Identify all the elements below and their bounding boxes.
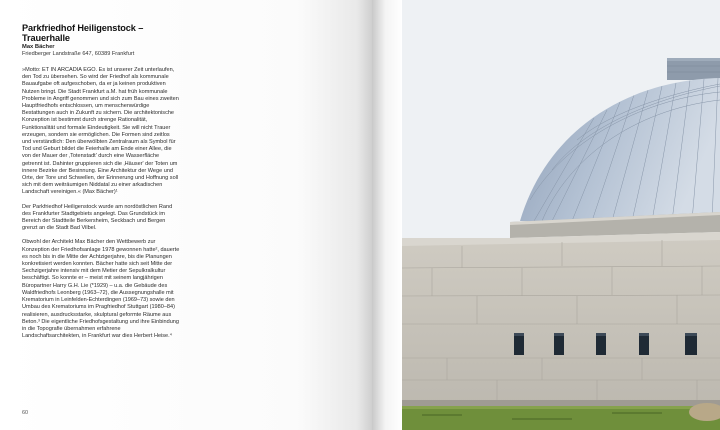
paragraph-history: Obwohl der Architekt Max Bächer den Wettbewerb zur Konzeption der Friedhofsanlage 1978 gewonnen hatte², dauerte es noch bis in die Mitte der Achtzigerjahre, bis die Planungen konkretisiert werden konnten. Bächer hatte sich seit Mitte der Sechzigerjahre intensiv mit dem Metier der Sepulkralkultur beschäftigt. So konnte er – meist mit seinem langjährigen Büropartner Harry G.H. Lie (*1929) – u.a. die Gebäude des Waldfriedhofs Leonberg (1963–72), die Aussegnungshalle mit Krematorium in Leinfelden-Echterdingen (1969–73) sowie den Umbau des Krematoriums im Pragfriedhof Stuttgart (1980–84) realisieren, ausdrucksstarke, skulptural geformte Räume aus Beton.³ Die eigentliche Friedhofsgestaltung und ihre Einbindung in die Topografie übernahmen erfahrene Landschaftsarchitekten, in Frankfurt war dies Herbert Heise.⁴ bbox=[22, 239, 180, 340]
text-column bbox=[22, 23, 180, 347]
window bbox=[685, 333, 697, 355]
window bbox=[554, 333, 564, 355]
wall-base bbox=[402, 400, 720, 406]
building-photo bbox=[402, 0, 720, 430]
right-page-photo bbox=[402, 0, 720, 430]
page-number: 60 bbox=[22, 410, 29, 416]
title-line-2: Trauerhalle bbox=[22, 33, 70, 43]
concrete-wall bbox=[402, 238, 720, 404]
book-gutter bbox=[372, 0, 402, 430]
paragraph-quote: »Motto: ET IN ARCADIA EGO. Es ist unserer Zeit unterlaufen, den Tod zu übersehen. So wird der Friedhof als kommunale Bauaufgabe oft aufgeschoben, da er ja keinen produktiven Nutzen bringt. Die Stadt Frankfurt a.M. hat früh kommunale Probleme in Angriff genommen und sich zum Bau eines zweiten Hauptfriedhofs entschlossen, um menschenwürdige Bestattungen auch in Zukunft zu sichern. Die architektonische Konzeption ist bestimmt durch strenge Rationalität, Funktionalität und formale Eindeutigkeit. Sie will nicht Trauer erzeugen, sondern sie ermöglichen. Die Formen sind zeitlos und verständlich: Den überwölbten Zentralraum als Symbol für Tod und Geburt bildet die Feierhalle am Ende einer Allee, die von der Mauer der ‚Totenstadt' durch eine Wasserfläche getrennt ist. Dahinter gruppieren sich die ‚Häuser' der Toten um innere Bezirke der Besinnung. Eine Architektur der Wege und Orte, der Tore und Schwellen, der Erinnerung und Hoffnung soll sich mit dem weiträumigen Niddatal zu einer arkadischen Landschaft vereinigen.« (Max Bächer)¹ bbox=[22, 67, 179, 196]
address: Friedberger Landstraße 647, 60389 Frankfurt bbox=[22, 51, 135, 57]
architect-name: Max Bächer bbox=[22, 44, 55, 50]
window bbox=[596, 333, 606, 355]
dome-lantern bbox=[667, 58, 720, 80]
window bbox=[639, 333, 649, 355]
article-title bbox=[22, 23, 180, 43]
title-line-1: Parkfriedhof Heiligenstock – bbox=[22, 23, 144, 33]
paragraph-location: Der Parkfriedhof Heiligenstock wurde am nordöstlichen Rand des Frankfurter Stadtgebiets angelegt. Das Grundstück im Bereich der Stadtteile Berkersheim, Seckbach und Bergen grenzt an die Stadt Bad Vilbel. bbox=[22, 203, 173, 232]
window bbox=[514, 333, 524, 355]
